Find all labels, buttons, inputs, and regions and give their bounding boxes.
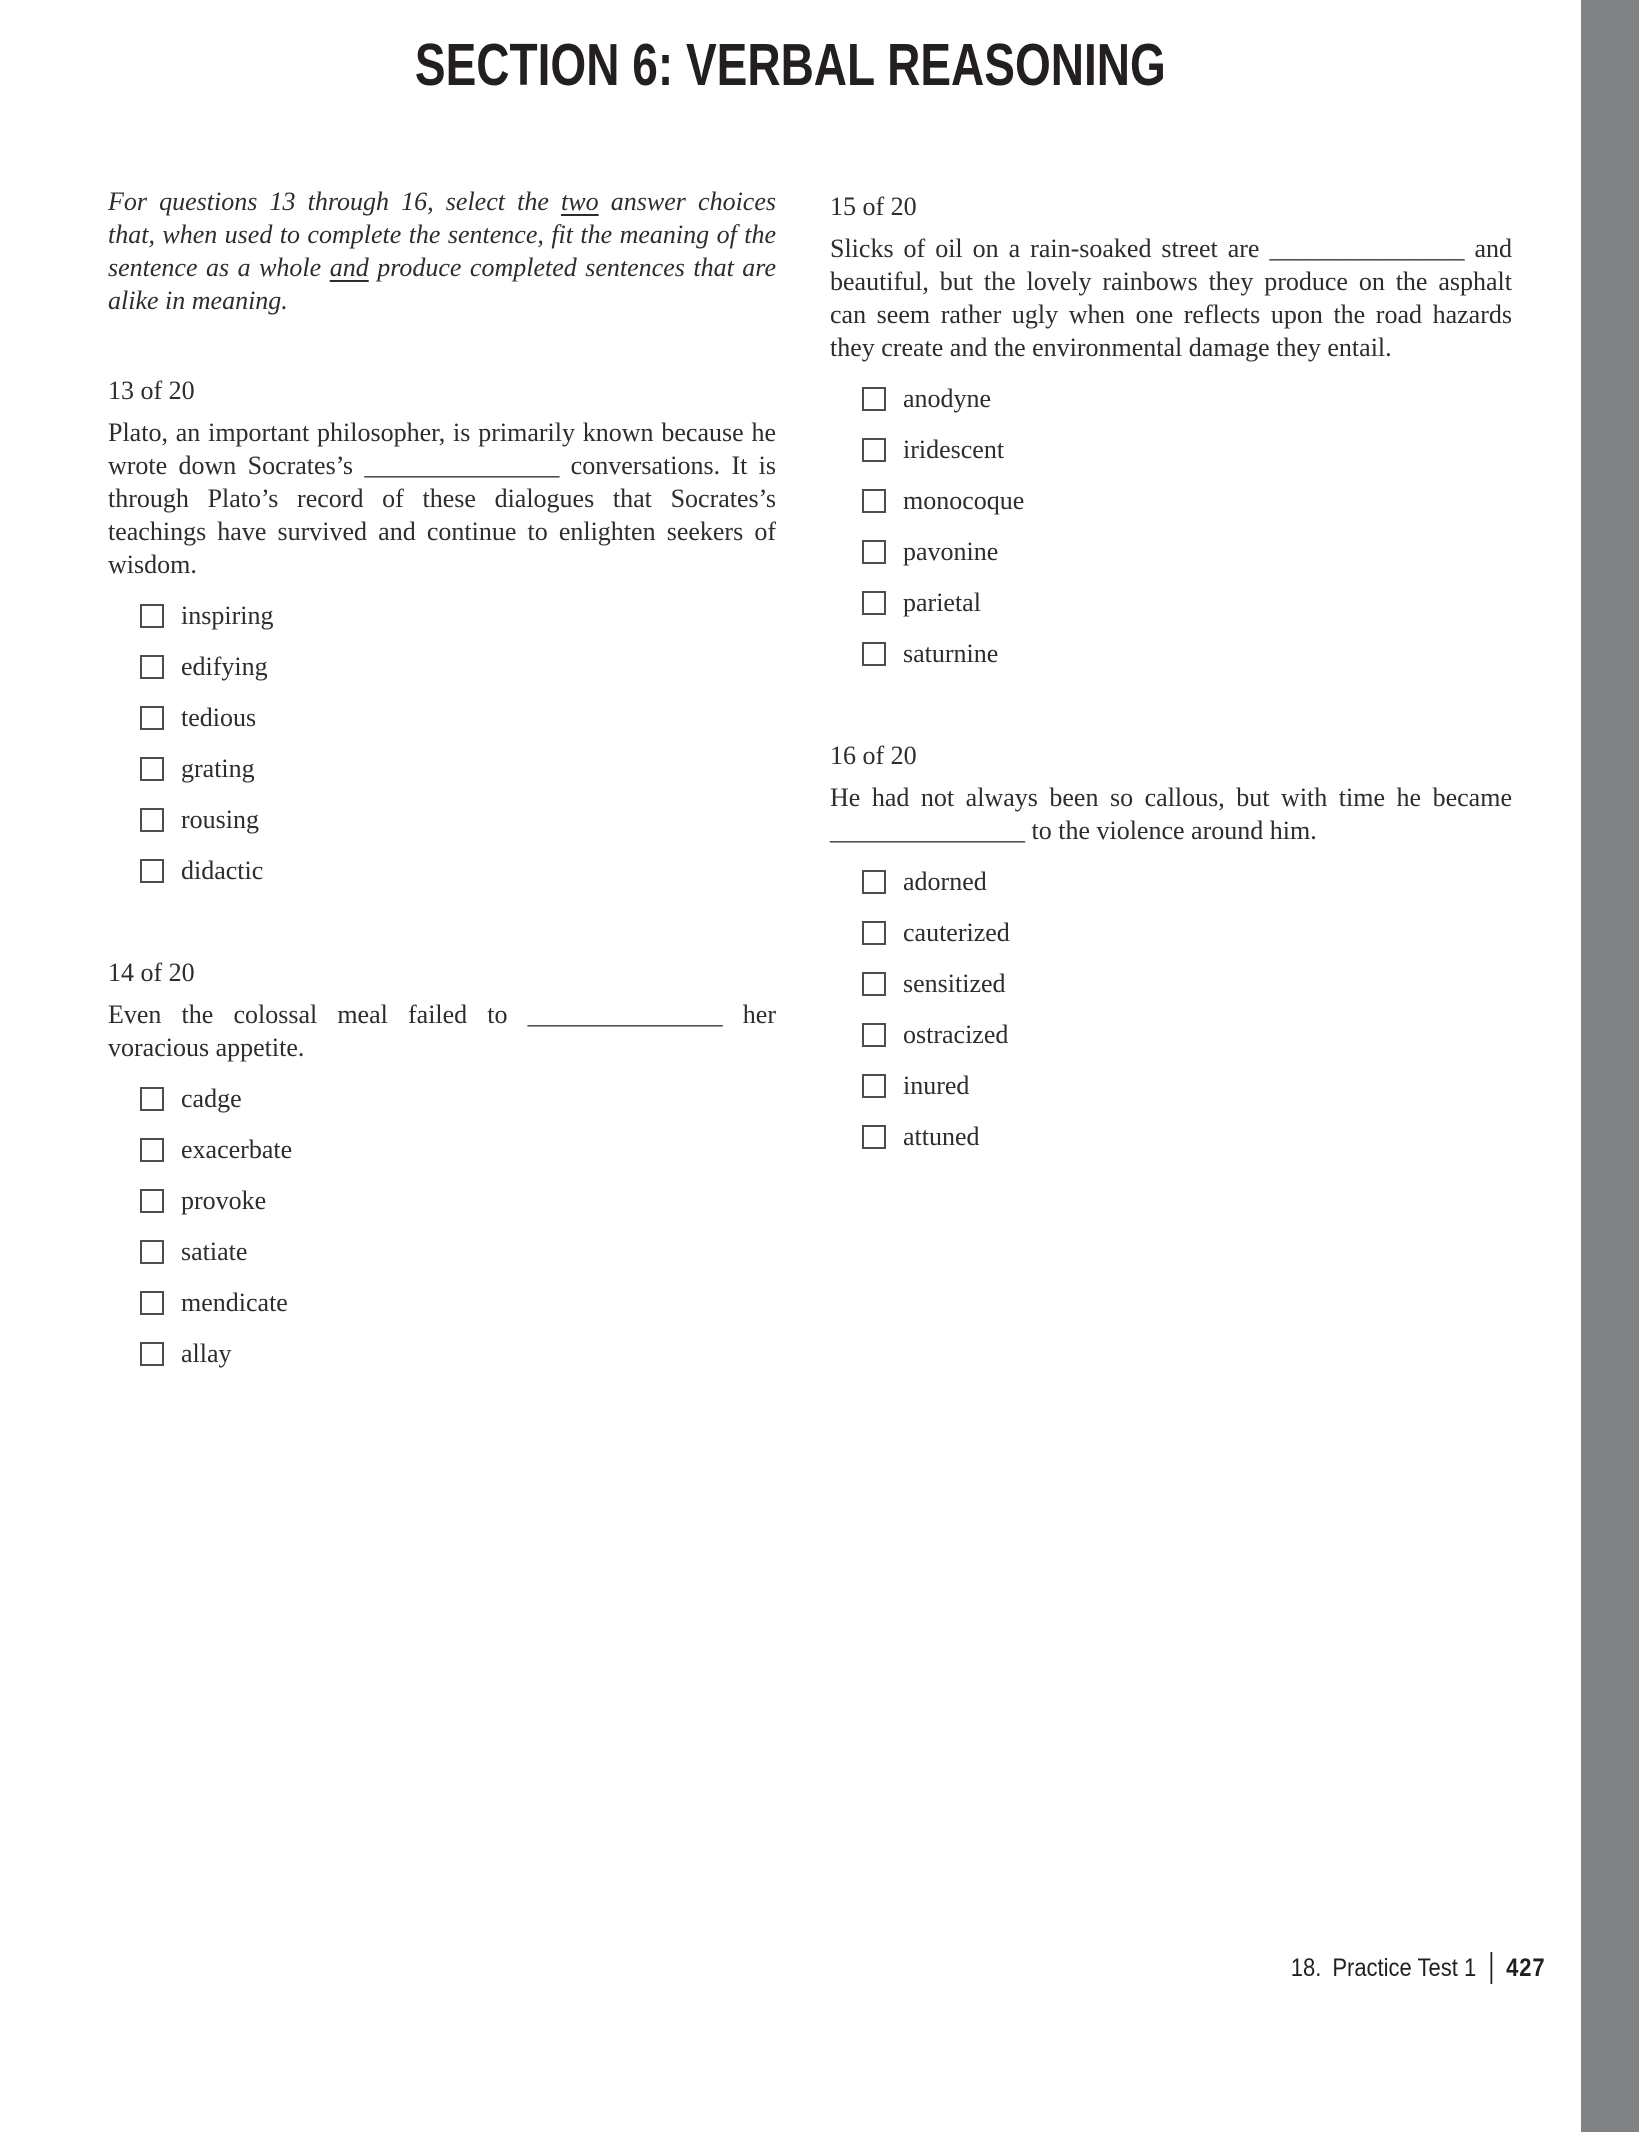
instructions-underlined-word: two: [561, 187, 599, 216]
checkbox-icon[interactable]: [862, 1023, 886, 1047]
choice-row[interactable]: [140, 654, 776, 680]
choice-row[interactable]: [862, 1022, 1512, 1048]
choice-label: pavonine: [903, 537, 999, 566]
choice-label: cauterized: [903, 918, 1010, 947]
instructions-segment: For questions 13 through 16, select the: [108, 187, 562, 216]
checkbox-icon[interactable]: [862, 972, 886, 996]
checkbox-icon[interactable]: [862, 921, 886, 945]
choice-row[interactable]: [140, 603, 776, 629]
checkbox-icon[interactable]: [140, 1087, 164, 1111]
left-column: [108, 185, 776, 1367]
choice-row[interactable]: [140, 1137, 776, 1163]
checkbox-icon[interactable]: [862, 1074, 886, 1098]
choice-label: inured: [903, 1071, 970, 1100]
choice-label: exacerbate: [181, 1135, 293, 1164]
choice-label: monocoque: [903, 486, 1025, 515]
choice-row[interactable]: [862, 971, 1512, 997]
choice-row[interactable]: [140, 705, 776, 731]
choice-row[interactable]: [140, 1239, 776, 1265]
choice-label: parietal: [903, 588, 981, 617]
question-text: Slicks of oil on a rain-soaked street are _______________ and beautiful, but the lovely rainbows they produce on the asphalt can seem rather ugly when one reflects upon the road hazards they create and the environmental damage they entail.: [830, 234, 1512, 362]
choice-row[interactable]: [862, 539, 1512, 565]
checkbox-icon[interactable]: [140, 1189, 164, 1213]
choice-row[interactable]: [862, 1073, 1512, 1099]
choice-label: sensitized: [903, 969, 1006, 998]
checkbox-icon[interactable]: [140, 859, 164, 883]
choice-label: mendicate: [181, 1288, 288, 1317]
section-title-text: SECTION 6: VERBAL REASONING: [415, 32, 1166, 98]
choice-label: allay: [181, 1339, 232, 1368]
section-title: [0, 33, 1581, 97]
choice-row[interactable]: [862, 641, 1512, 667]
checkbox-icon[interactable]: [862, 387, 886, 411]
checkbox-icon[interactable]: [140, 1240, 164, 1264]
choice-label: didactic: [181, 856, 264, 885]
choice-label: edifying: [181, 652, 268, 681]
choice-row[interactable]: [140, 1341, 776, 1367]
checkbox-icon[interactable]: [140, 1138, 164, 1162]
answer-choices: [862, 386, 1512, 667]
checkbox-icon[interactable]: [862, 489, 886, 513]
checkbox-icon[interactable]: [862, 438, 886, 462]
choice-row[interactable]: [862, 920, 1512, 946]
choice-label: cadge: [181, 1084, 242, 1113]
choice-row[interactable]: [140, 1290, 776, 1316]
checkbox-icon[interactable]: [140, 808, 164, 832]
choice-row[interactable]: [862, 386, 1512, 412]
choice-row[interactable]: [140, 756, 776, 782]
instructions-segment: answer choices that, when used to complete the sentence, fit the meaning of the sentence as a whole: [108, 187, 776, 282]
checkbox-icon[interactable]: [140, 757, 164, 781]
choice-row[interactable]: [862, 590, 1512, 616]
question-number: 14 of 20: [108, 958, 195, 987]
choice-label: satiate: [181, 1237, 248, 1266]
checkbox-icon[interactable]: [140, 706, 164, 730]
choice-row[interactable]: [140, 1188, 776, 1214]
answer-choices: [140, 603, 776, 884]
choice-row[interactable]: [140, 858, 776, 884]
checkbox-icon[interactable]: [862, 870, 886, 894]
choice-label: adorned: [903, 867, 987, 896]
choice-row[interactable]: [140, 1086, 776, 1112]
answer-choices: [140, 1086, 776, 1367]
choice-label: saturnine: [903, 639, 999, 668]
choice-label: anodyne: [903, 384, 992, 413]
choice-label: rousing: [181, 805, 259, 834]
checkbox-icon[interactable]: [862, 540, 886, 564]
footer-chapter-label: 18. Practice Test 1: [1290, 1953, 1476, 1982]
choice-label: attuned: [903, 1122, 980, 1151]
instructions-underlined-word: and: [329, 253, 369, 282]
checkbox-icon[interactable]: [862, 1125, 886, 1149]
question-13: [108, 374, 776, 884]
question-15: [830, 190, 1512, 667]
choice-label: tedious: [181, 703, 257, 732]
question-number: 16 of 20: [830, 741, 917, 770]
checkbox-icon[interactable]: [862, 591, 886, 615]
choice-label: provoke: [181, 1186, 267, 1215]
checkbox-icon[interactable]: [140, 1291, 164, 1315]
section-instructions: [108, 185, 776, 317]
checkbox-icon[interactable]: [140, 604, 164, 628]
checkbox-icon[interactable]: [140, 655, 164, 679]
right-column: [830, 185, 1512, 1367]
choice-row[interactable]: [862, 869, 1512, 895]
choice-row[interactable]: [862, 1124, 1512, 1150]
question-number: 15 of 20: [830, 192, 917, 221]
page-edge-bar: [1581, 0, 1639, 2132]
page-footer: [1290, 1952, 1545, 1984]
footer-page-number: 427: [1505, 1953, 1545, 1982]
choice-row[interactable]: [140, 807, 776, 833]
question-14: [108, 956, 776, 1367]
answer-choices: [862, 869, 1512, 1150]
question-text: Even the colossal meal failed to _______________ her voracious appetite.: [108, 1000, 776, 1062]
page-content: [108, 185, 1512, 1367]
checkbox-icon[interactable]: [862, 642, 886, 666]
question-text: Plato, an important philosopher, is primarily known because he wrote down Socrates’s _______________ conversations. It is through Plato’s record of these dialogues that Socrates’s teachings have survived and continue to enlighten seekers of wisdom.: [108, 418, 776, 579]
question-text: He had not always been so callous, but with time he became _______________ to the violence around him.: [830, 783, 1512, 845]
question-16: [830, 739, 1512, 1150]
footer-divider: [1490, 1952, 1492, 1984]
choice-label: inspiring: [181, 601, 274, 630]
checkbox-icon[interactable]: [140, 1342, 164, 1366]
choice-row[interactable]: [862, 437, 1512, 463]
choice-label: grating: [181, 754, 255, 783]
choice-label: iridescent: [903, 435, 1005, 464]
question-number: 13 of 20: [108, 376, 195, 405]
choice-label: ostracized: [903, 1020, 1009, 1049]
instructions-segment: produce completed sentences that are alike in meaning.: [108, 253, 776, 315]
choice-row[interactable]: [862, 488, 1512, 514]
